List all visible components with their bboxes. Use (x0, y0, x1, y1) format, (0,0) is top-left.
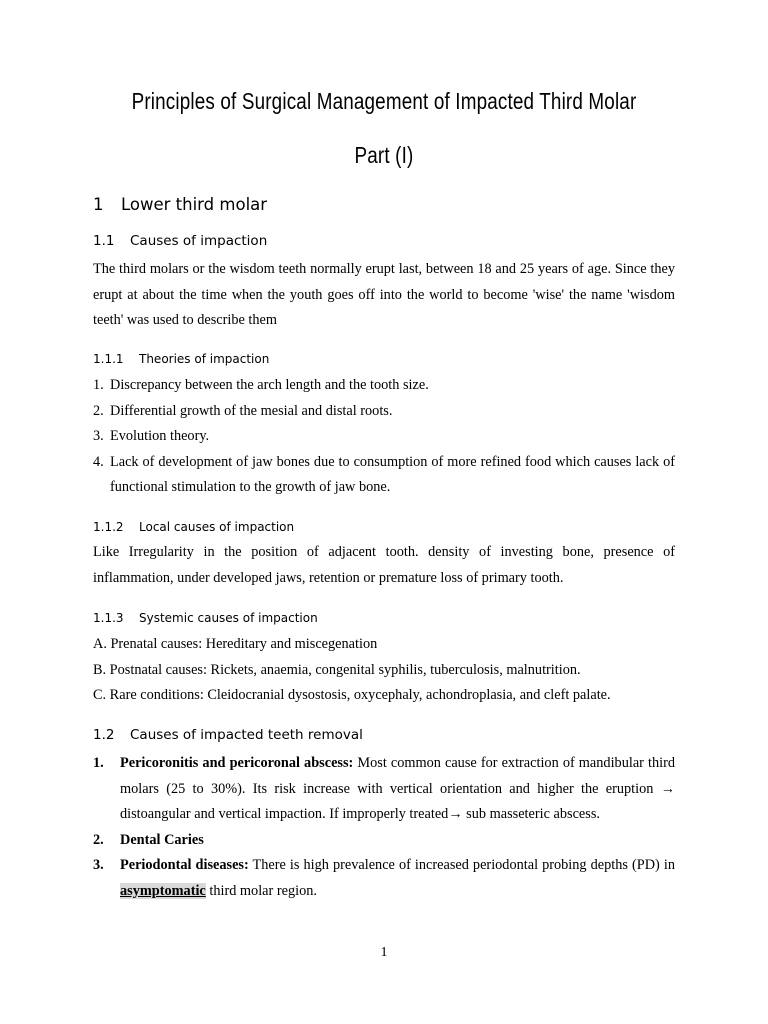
list-marker: 1. (93, 377, 104, 393)
list-marker: 4. (93, 453, 104, 470)
paragraph-wisdom-teeth: The third molars or the wisdom teeth normally erupt last, between 18 and 25 years of age. Since they erupt at about the time when the youth goes off into the world to become 'wise' the name 'wisdom teeth' was used to describe them (93, 261, 675, 328)
list-marker: 3. (93, 857, 104, 873)
heading-local-causes (93, 520, 294, 534)
heading-lower-third-molar (93, 195, 267, 214)
page-number: 1 (380, 945, 388, 960)
document-subtitle: Part (I) (354, 142, 414, 168)
document-title: Principles of Surgical Management of Impacted Third Molar (131, 88, 637, 114)
list-item-text: Evolution theory. (110, 428, 210, 444)
list-item-text: Differential growth of the mesial and distal roots. (110, 402, 393, 419)
list-item-text: Lack of development of jaw bones due to consumption of more refined food which causes lack of functional stimulation to the growth of jaw bone. (110, 453, 675, 495)
theories-list (93, 373, 675, 501)
highlighted-term: asymptomatic (120, 882, 206, 899)
heading-theories-of-impaction (93, 352, 269, 366)
heading-text: Causes of impacted teeth removal (130, 727, 363, 743)
list-item (93, 373, 675, 399)
heading-systemic-causes (93, 611, 318, 625)
list-item-dental-caries (93, 828, 675, 854)
heading-number: 1 (93, 195, 104, 214)
systemic-causes-list (93, 632, 675, 709)
list-item (93, 450, 675, 501)
arrow-icon: → (660, 780, 675, 797)
heading-text: Causes of impaction (130, 233, 268, 249)
list-item-periodontal (93, 853, 675, 904)
arrow-icon: → (448, 806, 463, 822)
heading-text: Lower third molar (121, 195, 268, 214)
term-periodontal: Periodontal diseases: (120, 857, 249, 873)
list-marker: 1. (93, 755, 104, 771)
term-dental-caries: Dental Caries (120, 831, 204, 848)
heading-number: 1.1 (93, 233, 115, 249)
item-text: There is high prevalence of increased periodontal probing depths (PD) in (248, 857, 675, 873)
list-item (93, 399, 675, 425)
heading-number: 1.1.3 (93, 611, 124, 625)
list-item: B. Postnatal causes: Rickets, anaemia, congenital syphilis, tuberculosis, malnutrition. (93, 661, 581, 678)
list-item: A. Prenatal causes: Hereditary and miscegenation (93, 636, 378, 652)
heading-text: Systemic causes of impaction (139, 611, 318, 625)
list-marker: 2. (93, 402, 104, 419)
item-text: third molar region. (205, 882, 317, 899)
item-text: Most common cause for extraction of mandibular third molars (25 to 30%). Its risk increase with vertical orientation and higher the eruption (120, 755, 676, 797)
item-text: distoangular and vertical impaction. If improperly treated (120, 806, 449, 822)
paragraph-local-causes: Like Irregularity in the position of adjacent tooth. density of investing bone, presence of inflammation, under developed jaws, retention or premature loss of primary tooth. (93, 544, 675, 586)
heading-number: 1.1.1 (93, 352, 124, 366)
list-item (93, 424, 675, 450)
list-marker: 3. (93, 428, 104, 444)
term-pericoronitis: Pericoronitis and pericoronal abscess: (120, 755, 354, 771)
heading-text: Theories of impaction (139, 352, 270, 366)
list-marker: 2. (93, 831, 104, 848)
heading-text: Local causes of impaction (139, 520, 295, 534)
heading-number: 1.2 (93, 727, 115, 743)
heading-causes-of-removal (93, 727, 363, 743)
list-item-pericoronitis (93, 751, 675, 828)
heading-number: 1.1.2 (93, 520, 124, 534)
removal-causes-list (93, 751, 675, 904)
item-text: sub masseteric abscess. (462, 806, 600, 822)
list-item-text: Discrepancy between the arch length and the tooth size. (110, 377, 429, 393)
heading-causes-of-impaction (93, 233, 267, 249)
list-item: C. Rare conditions: Cleidocranial dysostosis, oxycephaly, achondroplasia, and cleft palate. (93, 687, 611, 703)
